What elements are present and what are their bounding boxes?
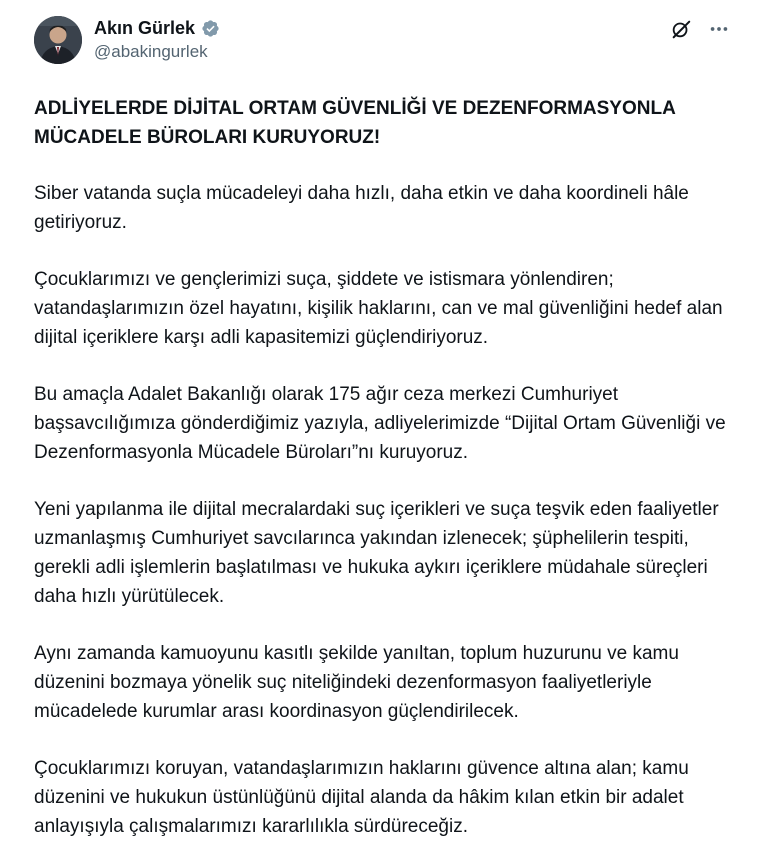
more-options-icon[interactable] bbox=[708, 18, 730, 45]
post-paragraph: Siber vatanda suçla mücadeleyi daha hızlı, daha etkin ve daha koordineli hâle getiriyoruz. bbox=[34, 183, 689, 233]
post-paragraph: Aynı zamanda kamuoyunu kasıtlı şekilde yanıltan, toplum huzurunu ve kamu düzenini bozmaya yönelik suç niteliğindeki dezenformasyon faaliyetleriyle mücadelede kurumlar arası koordinasyon güçlendirilecek. bbox=[34, 643, 679, 722]
post-headline: ADLİYELERDE DİJİTAL ORTAM GÜVENLİĞİ VE DEZENFORMASYONLA MÜCADELE BÜROLARI KURUYORUZ! bbox=[34, 98, 676, 148]
post-paragraph: Bu amaçla Adalet Bakanlığı olarak 175 ağır ceza merkezi Cumhuriyet başsavcılığımıza gönderdiğimiz yazıyla, adliyelerimizde “Dijital Ortam Güvenliği ve Dezenformasyonla Mücadele Büroları”nı kuruyoruz. bbox=[34, 384, 726, 463]
author-handle[interactable]: @abakingurlek bbox=[94, 42, 208, 61]
post-paragraph: Yeni yapılanma ile dijital mecralardaki suç içerikleri ve suça teşvik eden faaliyetler uzmanlaşmış Cumhuriyet savcılarınca yakından izlenecek; şüphelilerin tespiti, gerekli adli işlemlerin başlatılması ve hukuka aykırı içeriklere müdahale süreçleri daha hızlı yürütülecek. bbox=[34, 499, 719, 607]
post-paragraph: Çocuklarımızı koruyan, vatandaşlarımızın haklarını güvence altına alan; kamu düzenini ve hukukun üstünlüğünü dijital alanda da hâkim kılan etkin bir adalet anlayışıyla çalışmalarımızı kararlılıkla sürdüreceğiz. bbox=[34, 758, 689, 837]
verified-badge-icon bbox=[201, 19, 220, 38]
header-actions bbox=[670, 18, 730, 45]
tweet-text bbox=[34, 94, 730, 841]
post-paragraph: Çocuklarımızı ve gençlerimizi suça, şiddete ve istismara yönlendiren; vatandaşlarımızın özel hayatını, kişilik haklarını, can ve mal güvenliğini hedef alan dijital içeriklere karşı adli kapasitemizi güçlendiriyoruz. bbox=[34, 269, 723, 348]
tweet-header bbox=[34, 14, 730, 70]
author-info bbox=[94, 17, 220, 63]
author-display-name[interactable]: Akın Gürlek bbox=[94, 18, 196, 38]
avatar[interactable] bbox=[34, 16, 82, 64]
avatar-image bbox=[34, 16, 82, 64]
grok-icon[interactable] bbox=[670, 18, 692, 45]
